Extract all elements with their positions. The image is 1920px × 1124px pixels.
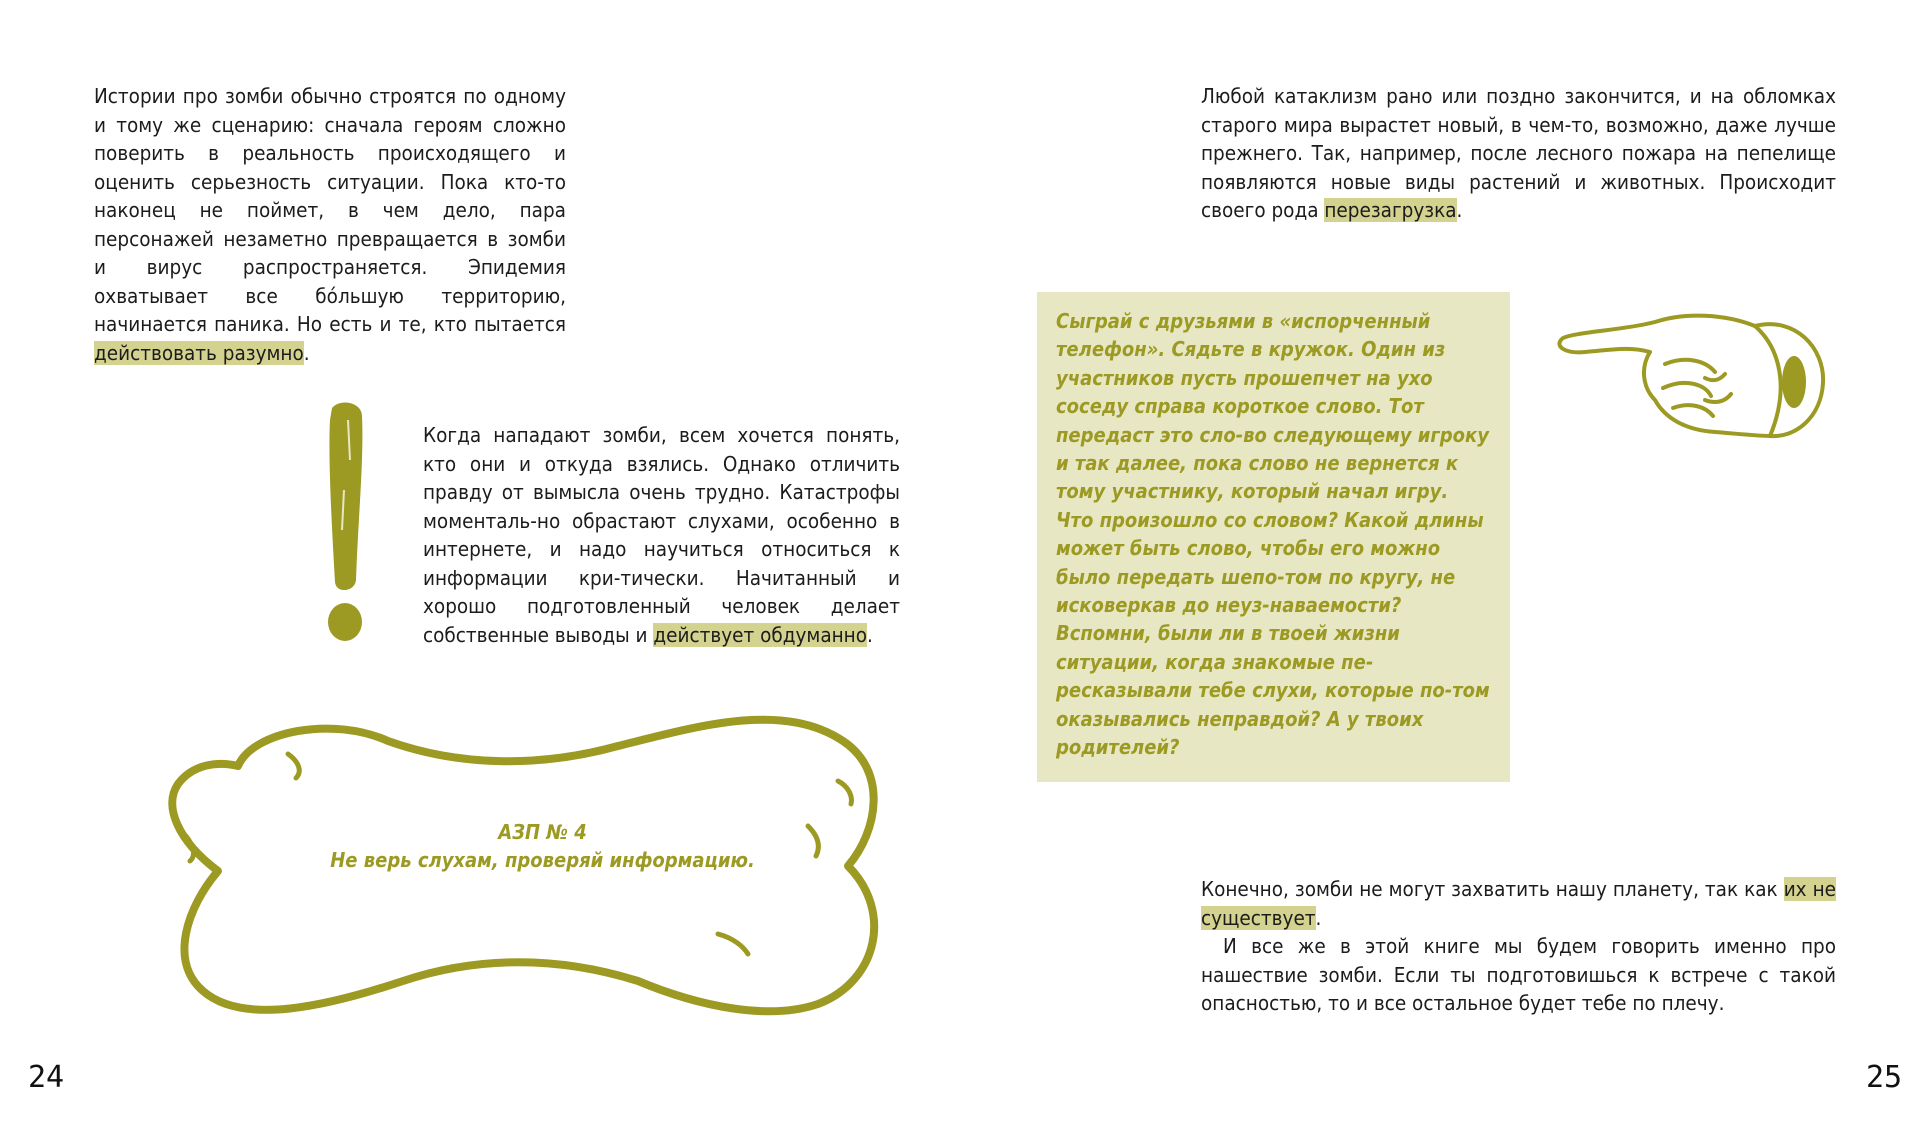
pointing-hand-icon (1555, 308, 1830, 443)
exclamation-icon (320, 400, 370, 650)
right-paragraph-3: Конечно, зомби не могут захватить нашу планету, так как их не существует. И все же в этой книге мы будем говорить именно про нашествие зомби. Если ты подготовишься к встрече с такой опасностью, то и все остальное будет тебе по плечу. (1201, 875, 1836, 1018)
page-number-left: 24 (28, 1060, 65, 1095)
tip-box (1037, 292, 1510, 782)
right-paragraph-1: Любой катаклизм рано или поздно закончится, и на обломках старого мира вырастет новый, в чем-то, возможно, даже лучше прежнего. Так, например, после лесного пожара на пепелище появляются новые виды растений и животных. Происходит своего рода перезагрузка. (1201, 84, 1836, 222)
highlight-act-thoughtfully: действует обдуманно (653, 622, 868, 647)
right-paragraph-1-text: Любой катаклизм рано или поздно закончится, и на обломках старого мира вырастет новый, в чем-то, возможно, даже лучше прежнего. Так, например, после лесного пожара на пепелище появляются новые виды растений и животных. Происходит своего рода (1201, 84, 1836, 222)
bone-title: АЗП № 4 (498, 820, 587, 844)
page-number-right: 25 (1866, 1060, 1903, 1095)
left-paragraph-1-text: Истории про зомби обычно строятся по одному и тому же сценарию: сначала героям сложно поверить в реальность происходящего и оценить серьезность ситуации. Пока кто-то наконец не поймет, в чем дело, пара персонажей незаметно превращается в зомби и вирус распространяется. Эпидемия охватывает все бóльшую территорию, начинается паника. Но есть и те, кто пытается (94, 84, 566, 336)
highlight-do-not-exist: их не существует (1201, 877, 1836, 930)
left-paragraph-1: Истории про зомби обычно строятся по одному и тому же сценарию: сначала героям сложно поверить в реальность происходящего и оценить серьезность ситуации. Пока кто-то наконец не поймет, в чем дело, пара персонажей незаметно превращается в зомби и вирус распространяется. Эпидемия охватывает все бóльшую территорию, начинается паника. Но есть и те, кто пытается действовать разумно. (94, 84, 566, 365)
right-paragraph-3-text: Конечно, зомби не могут захватить нашу планету, так как (1201, 877, 1778, 901)
left-paragraph-2: Когда нападают зомби, всем хочется понять, кто они и откуда взялись. Однако отличить правду от вымысла очень трудно. Катастрофы моменталь-но обрастают слухами, особенно в интернете, и надо научиться относиться к информации кри-тически. Начитанный и хорошо подготовленный человек делает собственные выводы и действует обдуманно. (423, 423, 900, 647)
tip-text: Сыграй с друзьями в «испорченный телефон». Сядьте в кружок. Один из участников пусть прошепчет на ухо соседу справа короткое слово. Тот передаст это сло-во следующему игроку и так далее, пока слово не вернется к тому участнику, который начал игру. Что произошло со словом? Какой длины может быть слово, чтобы его можно было передать шепо-том по кругу, не исковеркав до неуз-наваемости? Вспомни, были ли в твоей жизни ситуации, когда знакомые пе-ресказывали тебе слухи, которые по-том оказывались неправдой? А у твоих родителей? (1056, 309, 1490, 760)
bone-rule: Не верь слухам, проверяй информацию. (330, 848, 755, 872)
left-paragraph-2-text: Когда нападают зомби, всем хочется понять, кто они и откуда взялись. Однако отличить правду от вымысла очень трудно. Катастрофы моменталь-но обрастают слухами, особенно в интернете, и надо научиться относиться к информации кри-тически. Начитанный и хорошо подготовленный человек делает собственные выводы и (423, 423, 900, 647)
highlight-act-reasonably: действовать разумно (94, 340, 304, 365)
highlight-reboot: перезагрузка (1324, 198, 1457, 222)
right-paragraph-3-second: И все же в этой книге мы будем говорить именно про нашествие зомби. Если ты подготовишься к встрече с такой опасностью, то и все остальное будет тебе по плечу. (1201, 934, 1836, 1015)
